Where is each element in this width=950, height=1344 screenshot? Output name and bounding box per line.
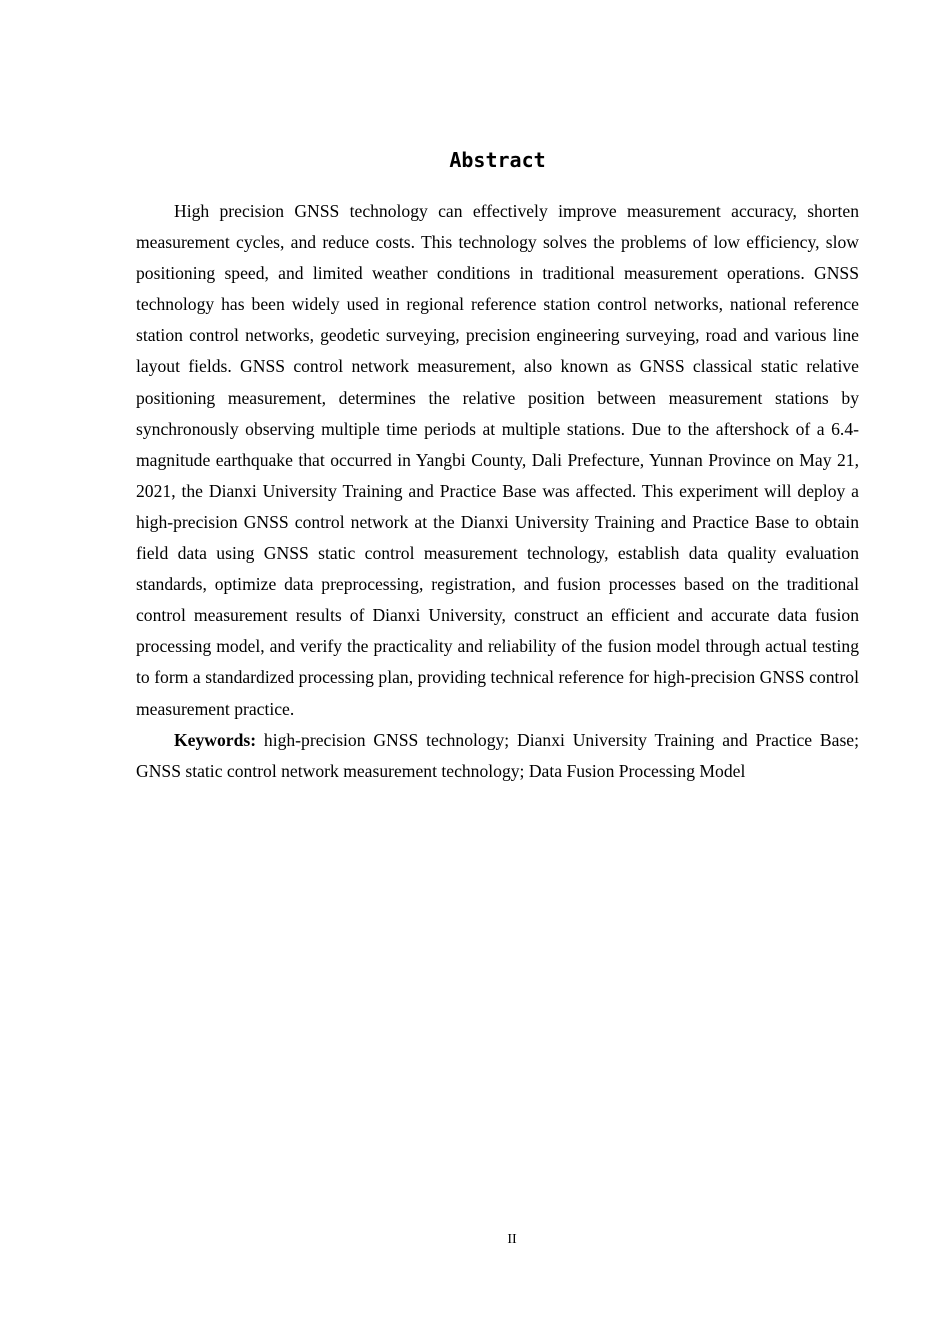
abstract-title: Abstract — [449, 148, 546, 172]
page-number: II — [507, 1232, 517, 1247]
keywords-paragraph — [136, 725, 859, 787]
keywords-list: high-precision GNSS technology; Dianxi University Training and Practice Base; GNSS static control network measurement technology; Data Fusion Processing Model — [136, 729, 859, 781]
abstract-paragraph: High precision GNSS technology can effectively improve measurement accuracy, shorten measurement cycles, and reduce costs. This technology solves the problems of low efficiency, slow positioning speed, and limited weather conditions in traditional measurement operations. GNSS technology has been widely used in regional reference station control networks, national reference station control networks, geodetic surveying, precision engineering surveying, road and various line layout fields. GNSS control network measurement, also known as GNSS classical static relative positioning measurement, determines the relative position between measurement stations by synchronously observing multiple time periods at multiple stations. Due to the aftershock of a 6.4-magnitude earthquake that occurred in Yangbi County, Dali Prefecture, Yunnan Province on May 21, 2021, the Dianxi University Training and Practice Base was affected. This experiment will deploy a high-precision GNSS control network at the Dianxi University Training and Practice Base to obtain field data using GNSS static control measurement technology, establish data quality evaluation standards, optimize data preprocessing, registration, and fusion processes based on the traditional control measurement results of Dianxi University, construct an efficient and accurate data fusion processing model, and verify the practicality and reliability of the fusion model through actual testing to form a standardized processing plan, providing technical reference for high-precision GNSS control measurement practice. — [136, 201, 859, 719]
abstract-body — [136, 196, 859, 787]
keywords-label: Keywords: — [174, 729, 257, 750]
